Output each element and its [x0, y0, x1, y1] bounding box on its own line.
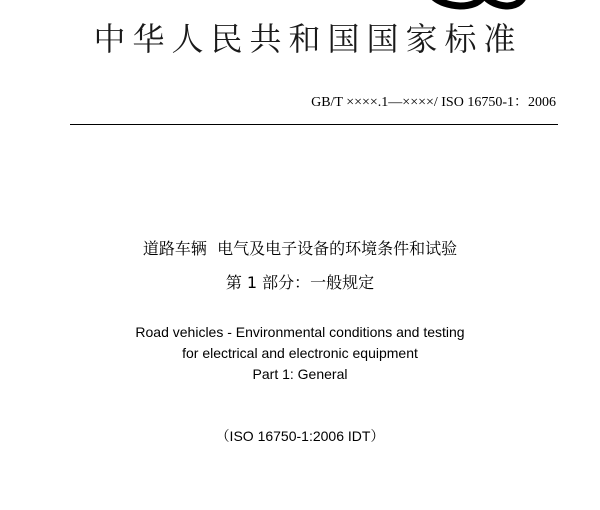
title-english-line-1: Road vehicles - Environmental conditions and testing: [135, 324, 465, 340]
national-standard-heading: 中华人民共和国国家标准: [93, 20, 523, 58]
title-chinese-line-1: 道路车辆 电气及电子设备的环境条件和试验: [142, 239, 458, 258]
title-english-line-3: Part 1: General: [252, 366, 348, 382]
title-english-line-2: for electrical and electronic equipment: [182, 345, 418, 361]
title-chinese-line-2: 第 1 部分：一般规定: [225, 273, 375, 292]
header-divider: [70, 124, 558, 125]
gb-logo-icon: [420, 0, 530, 10]
iso-equivalence: （ISO 16750-1:2006 IDT）: [215, 428, 385, 444]
standard-number: GB/T ××××.1—××××/ ISO 16750-1：2006: [311, 95, 556, 110]
